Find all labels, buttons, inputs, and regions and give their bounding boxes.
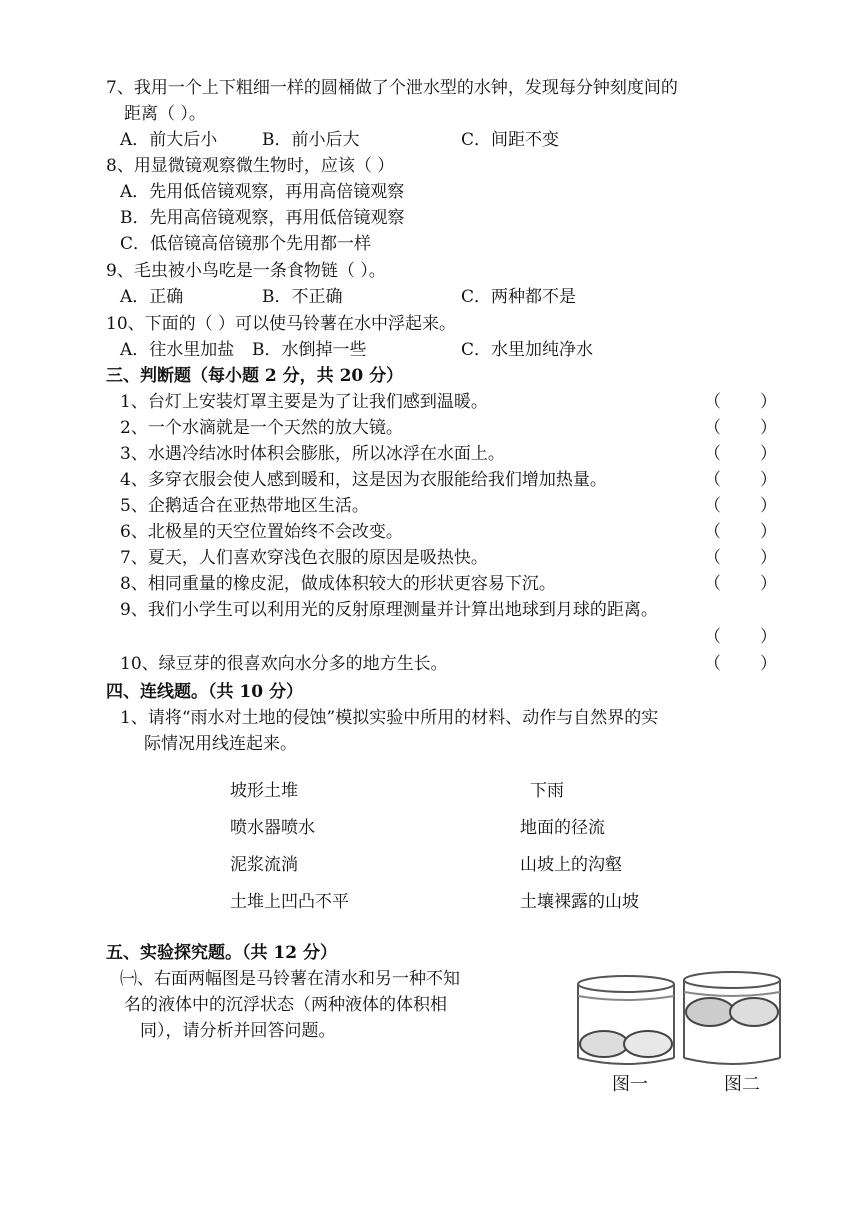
q8-stem: 8、用显微镜观察微生物时，应该（ ） bbox=[106, 156, 395, 176]
match-right-item[interactable]: 地面的径流 bbox=[520, 818, 605, 838]
answer-paren-left: （ bbox=[704, 522, 721, 542]
answer-paren-right: ） bbox=[760, 522, 777, 542]
match-left-item[interactable]: 泥浆流淌 bbox=[230, 855, 298, 875]
tf-item: 1、台灯上安装灯罩主要是为了让我们感到温暖。 bbox=[120, 392, 488, 412]
q7-stem-line1: 7、我用一个上下粗细一样的圆桶做了个泄水型的水钟，发现每分钟刻度间的 bbox=[106, 78, 678, 98]
exp-text-line3: 同），请分析并回答问题。 bbox=[140, 1021, 336, 1041]
figure-two-label: 图二 bbox=[724, 1074, 760, 1095]
tf-item: 10、绿豆芽的很喜欢向水分多的地方生长。 bbox=[120, 654, 448, 674]
answer-paren-right: ） bbox=[760, 627, 777, 647]
tf-item: 7、夏天，人们喜欢穿浅色衣服的原因是吸热快。 bbox=[120, 548, 488, 568]
q9-option-b: B．不正确 bbox=[262, 287, 343, 307]
answer-paren-right: ） bbox=[760, 418, 777, 438]
exp-text-line2: 名的液体中的沉浮状态（两种液体的体积相 bbox=[124, 995, 447, 1015]
match-right-item[interactable]: 土壤裸露的山坡 bbox=[520, 892, 639, 912]
q8-option-c: C．低倍镜高倍镜那个先用都一样 bbox=[120, 234, 372, 254]
match-left-item[interactable]: 土堆上凹凸不平 bbox=[230, 892, 349, 912]
q8-option-b: B．先用高倍镜观察，再用低倍镜观察 bbox=[120, 208, 405, 228]
tf-item: 9、我们小学生可以利用光的反射原理测量并计算出地球到月球的距离。 bbox=[120, 600, 658, 620]
answer-paren-left: （ bbox=[704, 627, 721, 647]
answer-paren-left: （ bbox=[704, 444, 721, 464]
answer-paren-right: ） bbox=[760, 654, 777, 674]
tf-item: 6、北极星的天空位置始终不会改变。 bbox=[120, 522, 403, 542]
jar-two-illustration bbox=[684, 972, 780, 1064]
q8-option-a: A．先用低倍镜观察，再用高倍镜观察 bbox=[120, 182, 405, 202]
match-right-item[interactable]: 山坡上的沟壑 bbox=[520, 855, 622, 875]
q10-option-b: B．水倒掉一些 bbox=[252, 340, 367, 360]
tf-item: 5、企鹅适合在亚热带地区生活。 bbox=[120, 496, 369, 516]
q10-option-a: A．往水里加盐 bbox=[120, 340, 235, 360]
match-stem-line1: 1、请将“雨水对土地的侵蚀”模拟实验中所用的材料、动作与自然界的实 bbox=[120, 708, 659, 728]
answer-paren-left: （ bbox=[704, 496, 721, 516]
exp-text-line1: ㈠、右面两幅图是马铃薯在清水和另一种不知 bbox=[120, 969, 460, 989]
answer-paren-left: （ bbox=[704, 392, 721, 412]
answer-paren-right: ） bbox=[760, 548, 777, 568]
q9-option-a: A．正确 bbox=[120, 287, 184, 307]
q10-stem: 10、下面的（ ）可以使马铃薯在水中浮起来。 bbox=[106, 314, 457, 334]
q7-option-b: B．前小后大 bbox=[262, 130, 360, 150]
q10-option-c: C．水里加纯净水 bbox=[461, 340, 594, 360]
tf-item: 4、多穿衣服会使人感到暖和，这是因为衣服能给我们增加热量。 bbox=[120, 470, 607, 490]
match-left-item[interactable]: 喷水器喷水 bbox=[230, 818, 315, 838]
answer-paren-left: （ bbox=[704, 548, 721, 568]
tf-item: 2、一个水滴就是一个天然的放大镜。 bbox=[120, 418, 403, 438]
answer-paren-right: ） bbox=[760, 496, 777, 516]
q7-option-a: A．前大后小 bbox=[120, 130, 218, 150]
q7-option-c: C．间距不变 bbox=[461, 130, 560, 150]
tf-item: 8、相同重量的橡皮泥，做成体积较大的形状更容易下沉。 bbox=[120, 574, 556, 594]
match-stem-line2: 际情况用线连起来。 bbox=[144, 734, 297, 754]
match-right-item[interactable]: 下雨 bbox=[530, 781, 564, 801]
answer-paren-right: ） bbox=[760, 392, 777, 412]
answer-paren-right: ） bbox=[760, 574, 777, 594]
exp-section-heading: 五、实验探究题。（共 12 分） bbox=[106, 943, 337, 963]
tf-section-heading: 三、判断题（每小题 2 分，共 20 分） bbox=[106, 366, 404, 386]
figure-one-label: 图一 bbox=[612, 1074, 648, 1095]
q9-stem: 9、毛虫被小鸟吃是一条食物链（ ）。 bbox=[106, 261, 386, 281]
answer-paren-left: （ bbox=[704, 470, 721, 490]
answer-paren-left: （ bbox=[704, 418, 721, 438]
answer-paren-left: （ bbox=[704, 654, 721, 674]
match-section-heading: 四、连线题。（共 10 分） bbox=[106, 682, 303, 702]
q7-stem-line2: 距离（ ）。 bbox=[124, 104, 206, 124]
jar-one-illustration bbox=[578, 976, 674, 1064]
match-left-item[interactable]: 坡形土堆 bbox=[230, 781, 298, 801]
answer-paren-left: （ bbox=[704, 574, 721, 594]
q9-option-c: C．两种都不是 bbox=[461, 287, 577, 307]
answer-paren-right: ） bbox=[760, 470, 777, 490]
answer-paren-right: ） bbox=[760, 444, 777, 464]
tf-item: 3、水遇冷结冰时体积会膨胀，所以冰浮在水面上。 bbox=[120, 444, 505, 464]
